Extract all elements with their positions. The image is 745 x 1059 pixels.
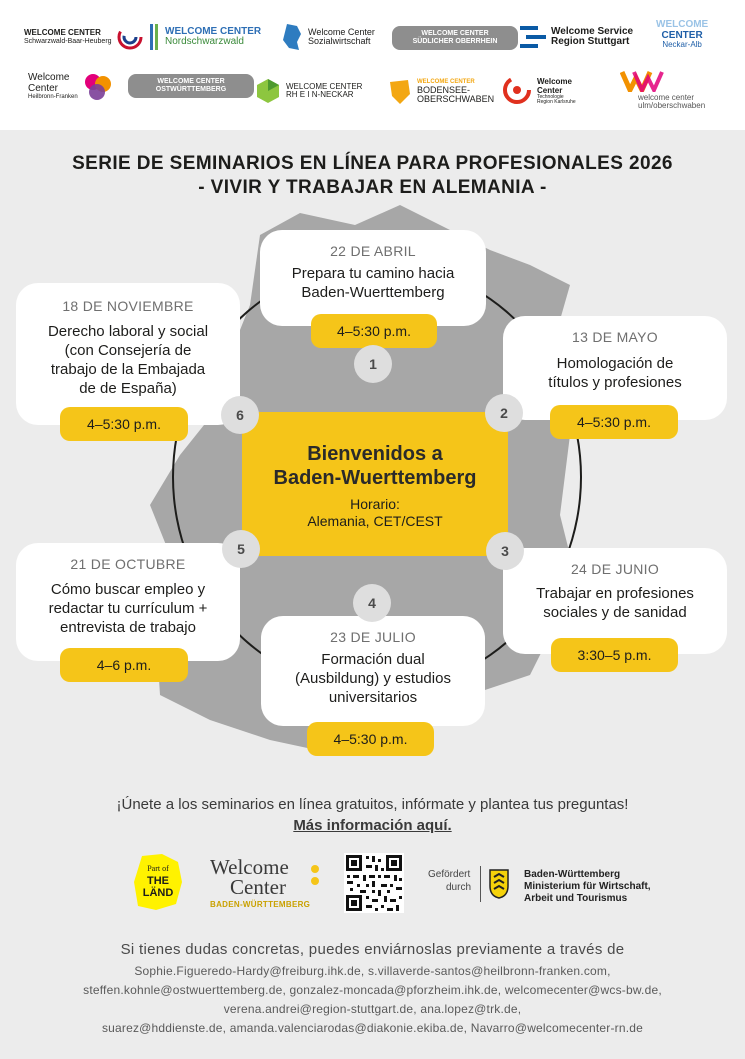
email-line[interactable]: steffen.kohnle@ostwuerttemberg.de, gonzalez-moncada@pforzheim.ihk.de, welcomecenter@wcs-bw.de, — [83, 983, 662, 997]
session-date: 23 DE JULIO — [330, 629, 416, 645]
land-text: THE — [147, 875, 169, 887]
email-line[interactable]: suarez@hddienste.de, amanda.valenciarodas@diakonie.ekiba.de, Navarro@welcomecenter-rn.de — [101, 1021, 644, 1035]
topic-line: títulos y profesiones — [548, 374, 682, 391]
topic-line: Trabajar en profesiones — [536, 585, 694, 602]
wc-swirl-icon — [117, 24, 143, 50]
session-date: 13 DE MAYO — [572, 329, 658, 345]
logo-text: ulm/oberschwaben — [638, 101, 706, 111]
session-date: 24 DE JUNIO — [570, 561, 660, 577]
logo-text: OBERSCHWABEN — [417, 94, 495, 105]
land-text: Part of — [147, 864, 169, 873]
page-title — [0, 152, 745, 200]
funded-text: durch — [446, 882, 472, 893]
wc-logo-text: BADEN-WÜRTTEMBERG — [210, 900, 311, 909]
qr-code-icon[interactable] — [344, 853, 404, 913]
logo-text: WELCOME CENTER — [417, 79, 475, 86]
topic-line: Derecho laboral y social — [47, 323, 209, 340]
logo-text: Welcome — [28, 72, 70, 84]
logo-text: Nordschwarzwald — [165, 36, 244, 47]
logo-text: RH E I N-NECKAR — [286, 90, 354, 99]
schedule-label: Horario: — [350, 496, 400, 512]
logo-text: BODENSEE- — [417, 84, 471, 95]
logo-text: Center — [537, 85, 563, 95]
session-time-5: 4–6 p.m. — [60, 648, 188, 682]
logo-rhein-neckar — [255, 78, 362, 104]
w-letter-icon — [620, 70, 664, 92]
logo-text: Schwarzwald-Baar-Heuberg — [24, 37, 112, 45]
the-land-logo — [132, 852, 184, 912]
logo-text: Welcome — [537, 77, 572, 87]
session-number-1: 1 — [354, 345, 392, 383]
email-line[interactable]: verena.andrei@region-stuttgart.de, ana.lopez@trk.de, — [223, 1002, 522, 1016]
logo-text: WELCOME CENTER — [157, 78, 225, 85]
contact-emails — [20, 962, 725, 1038]
topic-line: (Ausbildung) y estudios — [295, 670, 451, 687]
topic-line: Homologación de — [556, 355, 674, 372]
logo-suedlicher-oberrhein — [392, 26, 518, 50]
topic-line: de de España) — [79, 380, 177, 397]
session-time-6: 4–5:30 p.m. — [60, 407, 188, 441]
email-line[interactable]: Sophie.Figueredo-Hardy@freiburg.ihk.de, s.villaverde-santos@heilbronn-franken.com, — [134, 964, 611, 978]
topic-line: Cómo buscar empleo y — [50, 581, 206, 598]
session-time-2: 4–5:30 p.m. — [550, 405, 678, 439]
session-number-6: 6 — [221, 396, 259, 434]
logo-ostwuerttemberg — [128, 74, 254, 98]
ministry-text: Arbeit und Tourismus — [524, 893, 628, 904]
location-pin-icon — [502, 76, 532, 108]
logo-text: WELCOME CENTER — [286, 81, 363, 91]
more-info-link[interactable]: Más información aquí. — [293, 817, 452, 834]
welcome-heading-1: Bienvenidos a — [307, 443, 443, 465]
logo-text: Neckar-Alb — [662, 40, 702, 49]
logo-ulm-oberschwaben — [618, 70, 705, 111]
topic-line: universitarios — [328, 689, 418, 706]
session-number-5: 5 — [222, 530, 260, 568]
topic-line: entrevista de trabajo — [60, 619, 196, 636]
stripes-icon — [520, 24, 546, 50]
session-topic — [503, 354, 727, 392]
welcome-heading-2: Baden-Wuerttemberg — [273, 467, 477, 489]
session-time-3: 3:30–5 p.m. — [551, 638, 678, 672]
logo-text: Center — [28, 82, 59, 94]
land-text: LÄND — [142, 887, 174, 899]
session-time-4: 4–5:30 p.m. — [307, 722, 434, 756]
divider — [480, 866, 481, 902]
topic-line: sociales y de sanidad — [543, 604, 687, 621]
logo-text: Welcome Service — [551, 25, 634, 37]
title-line-1: SERIE DE SEMINARIOS EN LÍNEA PARA PROFESIONALES 2026 — [72, 153, 673, 174]
funded-text: Gefördert — [428, 869, 471, 880]
logo-sozialwirtschaft — [281, 22, 375, 52]
funded-by-label — [428, 868, 471, 894]
logo-text: welcome center — [638, 93, 695, 102]
ministry-name — [524, 869, 651, 905]
session-date: 22 DE ABRIL — [330, 243, 416, 259]
partner-logos-header — [0, 0, 745, 130]
logo-text: CENTER — [661, 29, 703, 41]
session-date: 18 DE NOVIEMBRE — [62, 298, 194, 314]
title-line-2: - VIVIR Y TRABAJAR EN ALEMANIA - — [198, 177, 547, 198]
logo-neckar-alb — [656, 20, 708, 49]
dots-icon — [310, 864, 320, 894]
contact-title: Si tienes dudas concretas, puedes enviárnoslas previamente a través de — [120, 941, 625, 958]
topic-line: trabajo de la Embajada — [50, 361, 206, 378]
logo-text: WELCOME — [656, 19, 709, 30]
session-topic — [503, 584, 727, 622]
topic-line: Baden-Wuerttemberg — [301, 284, 445, 301]
logo-text: SÜDLICHER OBERRHEIN — [412, 38, 498, 46]
session-number-4: 4 — [353, 584, 391, 622]
session-card-4 — [261, 616, 485, 726]
session-number-3: 3 — [486, 532, 524, 570]
topic-line: Prepara tu camino hacia — [291, 265, 455, 282]
wc-logo-text: Center — [230, 875, 286, 899]
logo-bodensee-oberschwaben — [388, 78, 494, 106]
coat-of-arms-icon — [488, 868, 510, 900]
hands-icon — [83, 72, 113, 102]
bars-icon — [150, 24, 160, 50]
session-date: 21 DE OCTUBRE — [70, 556, 186, 572]
logo-region-stuttgart — [520, 24, 633, 50]
logo-text: Technologie Region Karlsruhe — [537, 94, 576, 106]
session-time-1: 4–5:30 p.m. — [311, 314, 437, 348]
session-topic — [16, 322, 240, 398]
logo-schwarzwald-baar-heuberg — [24, 24, 143, 50]
logo-text: WELCOME CENTER — [165, 25, 262, 37]
logo-text: OSTWÜRTTEMBERG — [155, 86, 227, 94]
region-icon — [388, 78, 412, 106]
session-card-5 — [16, 543, 240, 661]
wc-logo-text: Welcome — [210, 855, 289, 879]
topic-line: Formación dual — [321, 651, 425, 668]
topic-line: (con Consejería de — [64, 342, 192, 359]
logo-technologie-region-karlsruhe — [502, 76, 577, 108]
logo-text: Region Stuttgart — [551, 36, 630, 47]
session-topic — [16, 580, 240, 637]
session-number-2: 2 — [485, 394, 523, 432]
ministry-text: Baden-Württemberg — [524, 869, 621, 880]
logo-text: Sozialwirtschaft — [308, 36, 371, 46]
logo-text: WELCOME CENTER — [421, 30, 489, 37]
logo-text: Welcome Center — [308, 26, 375, 37]
ministry-text: Ministerium für Wirtschaft, — [524, 881, 651, 892]
welcome-center-bw-logo — [208, 856, 328, 912]
logo-nordschwarzwald — [150, 24, 261, 50]
bw-map-icon — [281, 22, 303, 52]
logo-heilbronn-franken — [28, 72, 113, 102]
welcome-center-box — [242, 412, 508, 556]
topic-line: redactar tu currículum + — [48, 600, 208, 617]
session-card-6 — [16, 283, 240, 425]
session-card-1 — [260, 230, 486, 326]
schedule-value: Alemania, CET/CEST — [307, 513, 443, 529]
session-topic — [261, 650, 485, 707]
hexagon-icon — [255, 78, 281, 104]
call-to-action: ¡Únete a los seminarios en línea gratuitos, infórmate y plantea tus preguntas! — [116, 796, 629, 813]
session-topic — [260, 264, 486, 302]
logo-text: WELCOME CENTER — [24, 28, 101, 38]
logo-text: Heilbronn-Franken — [28, 94, 78, 101]
